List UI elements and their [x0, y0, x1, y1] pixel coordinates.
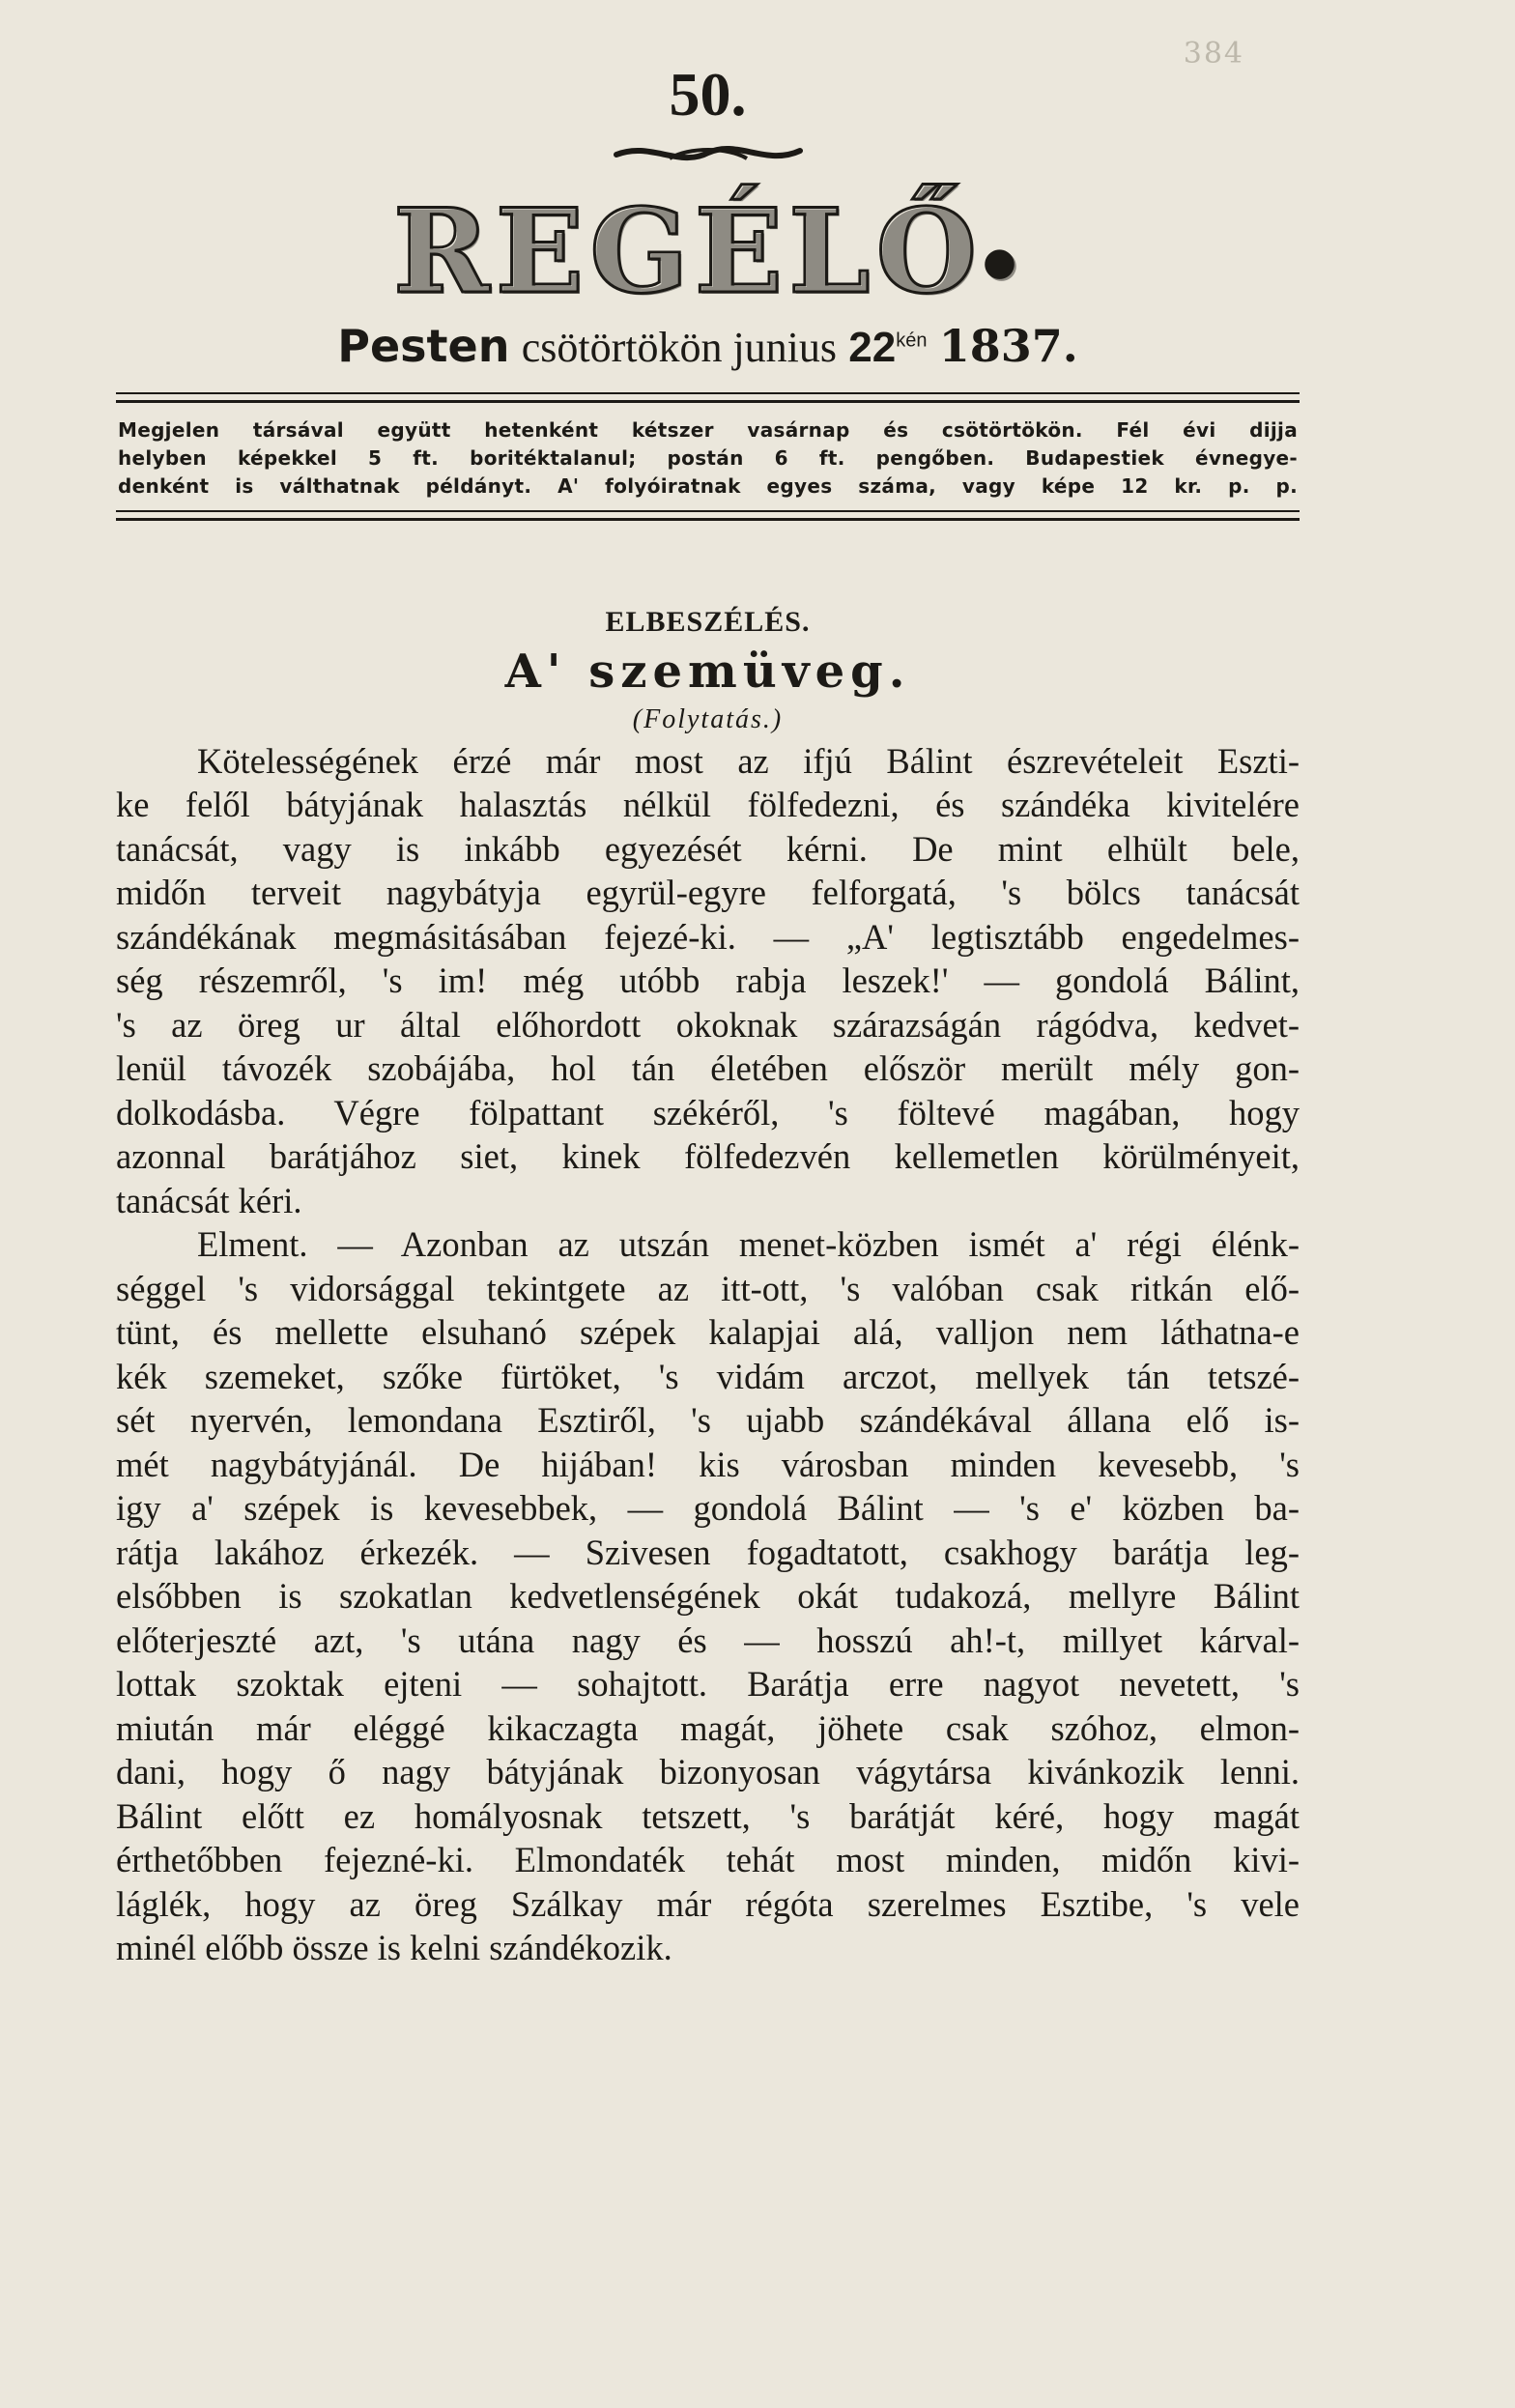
text-line: dolkodásba. Végre fölpattant székéről, 's föltevé magában, hogy — [116, 1092, 1300, 1132]
text-line: elsőbben is szokatlan kedvetlenségének okát tudakozá, mellyre Bálint — [116, 1576, 1300, 1616]
notice-line: helyben képekkel 5 ft. boritéktalanul; postán 6 ft. pengőben. Budapestiek évnegye- — [118, 445, 1298, 470]
text-line: lenül távozék szobájába, hol tán életében először merült mély gon- — [116, 1048, 1300, 1088]
text-line: Bálint előtt ez homályosnak tetszett, 's barátját kéré, hogy magát — [116, 1795, 1300, 1836]
header-rule — [116, 392, 1300, 394]
notice-rule — [116, 510, 1300, 512]
dateline-date: csötörtökön junius — [521, 324, 838, 371]
text-line: Elment. — Azonban az utszán menet-közben ismét a' régi élénk- — [197, 1224, 1300, 1264]
text-line: igy a' szépek is kevesebbek, — gondolá Bálint — 's e' közben ba- — [116, 1488, 1300, 1528]
flourish-ornament — [612, 133, 805, 172]
text-line: lottak szoktak ejteni — sohajtott. Barátja erre nagyot nevetett, 's — [116, 1664, 1300, 1704]
text-line: sét nyervén, lemondana Esztiről, 's ujabb szándékával állana elő is- — [116, 1400, 1300, 1440]
page-number: 384 — [1183, 37, 1244, 71]
text-line: szándékának megmásitásában fejezé-ki. — „A' legtisztább engedelmes- — [116, 916, 1300, 957]
page-content — [116, 58, 1300, 1970]
text-line: tanácsát, vagy is inkább egyezését kérni. De mint elhült bele, — [116, 828, 1300, 869]
dateline-day-number: 22 — [848, 324, 897, 371]
subscription-notice — [118, 416, 1298, 501]
continuation-note: (Folytatás.) — [632, 703, 784, 734]
text-line: láglék, hogy az öreg Szálkay már régóta szerelmes Esztibe, 's vele — [116, 1883, 1300, 1924]
notice-line: denként is válthatnak példányt. A' folyóiratnak egyes száma, vagy képe 12 kr. p. p. — [118, 473, 1298, 498]
notice-line: Megjelen társával együtt hetenként kétszer vasárnap és csötörtökön. Fél évi dijja — [118, 417, 1298, 442]
text-line: miután már eléggé kikaczagta magát, jöhete csak szóhoz, elmon- — [116, 1707, 1300, 1748]
text-line: érthetőbben fejezné-ki. Elmondaték tehát most minden, midőn kivi- — [116, 1840, 1300, 1879]
text-line: dani, hogy ő nagy bátyjának bizonyosan vágytársa kivánkozik lenni. — [116, 1752, 1300, 1792]
section-heading: ELBESZÉLÉS. — [605, 605, 811, 638]
text-line: mét nagybátyjánál. De hijában! kis városban minden kevesebb, 's — [116, 1444, 1300, 1484]
masthead-title — [116, 186, 1300, 319]
text-line: ke felől bátyjának halasztás nélkül fölfedezni, és szándéka kivitelére — [116, 785, 1300, 824]
header-rule-thick — [116, 400, 1300, 403]
dateline-year: 1837. — [938, 320, 1078, 372]
text-line: midőn terveit nagybátyja egyrül-egyre felforgatá, 's bölcs tanácsát — [116, 873, 1300, 912]
text-line: előterjeszté azt, 's utána nagy és — hosszú ah!-t, millyet kárval- — [116, 1620, 1300, 1660]
article-body — [116, 739, 1300, 1970]
notice-rule-thick — [116, 518, 1300, 521]
text-line: minél előbb össze is kelni szándékozik. — [116, 1928, 672, 1967]
text-line: kék szemeket, szőke fürtöket, 's vidám arczot, mellyek tán tetszé- — [116, 1356, 1300, 1396]
masthead-ornament-icon: ● — [983, 238, 1022, 284]
story-title: A' szemüveg. — [504, 644, 911, 699]
text-line: rátja lakához érkezék. — Szivesen fogadtatott, csakhogy barátja leg- — [116, 1532, 1300, 1572]
text-line: Kötelességének érzé már most az ifjú Bálint észrevételeit Eszti- — [197, 740, 1300, 781]
dateline — [116, 319, 1300, 375]
text-line: azonnal barátjához siet, kinek fölfedezvén kellemetlen körülményeit, — [116, 1136, 1300, 1176]
text-line: tanácsát kéri. — [116, 1180, 302, 1220]
dateline-city: Pesten — [337, 320, 510, 372]
text-line: ség részemről, 's im! még utóbb rabja leszek!' — gondolá Bálint, — [116, 960, 1300, 1000]
dateline-day-suffix: kén — [896, 330, 928, 352]
masthead-text: REGÉLŐ — [393, 184, 984, 320]
text-line: séggel 's vidorsággal tekintgete az itt-ott, 's valóban csak ritkán elő- — [116, 1268, 1300, 1308]
text-line: tünt, és mellette elsuhanó szépek kalapjai alá, valljon nem láthatna-e — [116, 1312, 1300, 1352]
dateline-day — [848, 324, 927, 371]
text-line: 's az öreg ur által előhordott okoknak szárazságán rágódva, kedvet- — [116, 1004, 1300, 1045]
issue-number: 50. — [669, 60, 747, 129]
